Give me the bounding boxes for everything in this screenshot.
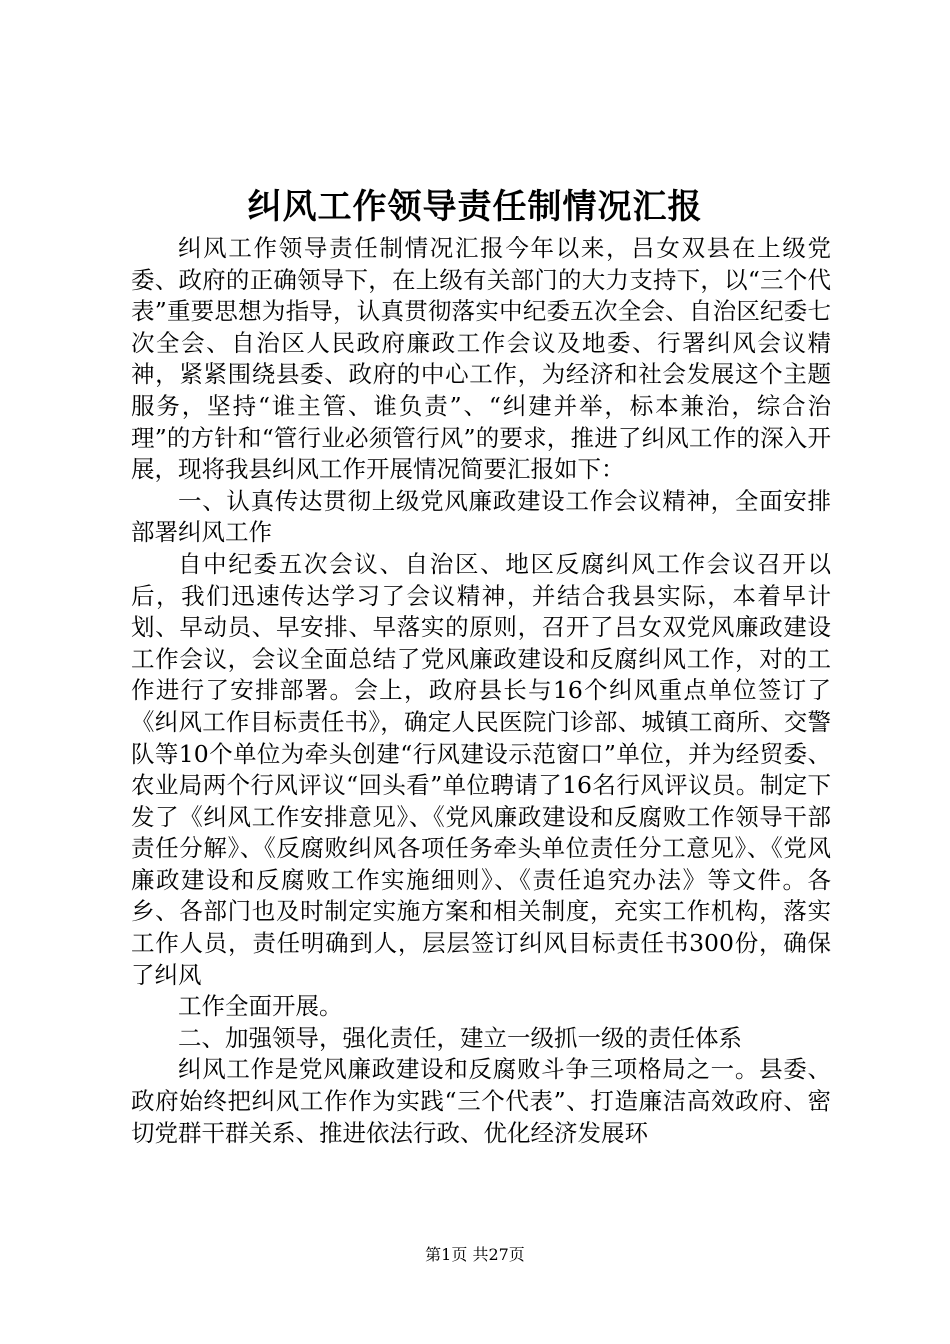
paragraph-intro: 纠风工作领导责任制情况汇报今年以来，吕女双县在上级党委、政府的正确领导下，在上级有关部门的大力支持下，以“三个代表”重要思想为指导，认真贯彻落实中纪委五次全会、自治区纪委七次全会、自治区人民政府廉政工作会议及地委、行署纠风会议精神，紧紧围绕县委、政府的中心工作，为经济和社会发展这个主题服务，坚持“谁主管、谁负责”、“纠建并举，标本兼治，综合治理”的方针和“管行业必须管行风”的要求，推进了纠风工作的深入开展，现将我县纠风工作开展情况简要汇报如下：	[131, 234, 831, 484]
paragraph-section-1: 自中纪委五次会议、自治区、地区反腐纠风工作会议召开以后，我们迅速传达学习了会议精神，并结合我县实际，本着早计划、早动员、早安排、早落实的原则，召开了吕女双党风廉政建设工作会议，会议全面总结了党风廉政建设和反腐纠风工作，对的工作进行了安排部署。会上，政府县长与16个纠风重点单位签订了《纠风工作目标责任书》，确定人民医院门诊部、城镇工商所、交警队等10个单位为牵头创建“行风建设示范窗口”单位，并为经贸委、农业局两个行风评议“回头看”单位聘请了16名行风评议员。制定下发了《纠风工作安排意见》、《党风廉政建设和反腐败工作领导干部责任分解》、《反腐败纠风各项任务牵头单位责任分工意见》、《党风廉政建设和反腐败工作实施细则》、《责任追究办法》等文件。各乡、各部门也及时制定实施方案和相关制度，充实工作机构，落实工作人员，责任明确到人，层层签订纠风目标责任书300份，确保了纠风	[131, 549, 831, 989]
paragraph-heading-1: 一、认真传达贯彻上级党风廉政建设工作会议精神，全面安排部署纠风工作	[131, 486, 831, 547]
paragraph-continuation: 工作全面开展。	[178, 992, 343, 1021]
document-body	[131, 233, 831, 1149]
page-footer: 第1页 共27页	[425, 1245, 525, 1264]
document-title: 纠风工作领导责任制情况汇报	[247, 187, 703, 227]
paragraph-heading-2: 二、加强领导，强化责任，建立一级抓一级的责任体系	[178, 1023, 742, 1052]
paragraph-section-2: 纠风工作是党风廉政建设和反腐败斗争三项格局之一。县委、政府始终把纠风工作作为实践“三个代表”、打造廉洁高效政府、密切党群干群关系、推进依法行政、优化经济发展环	[131, 1055, 831, 1147]
